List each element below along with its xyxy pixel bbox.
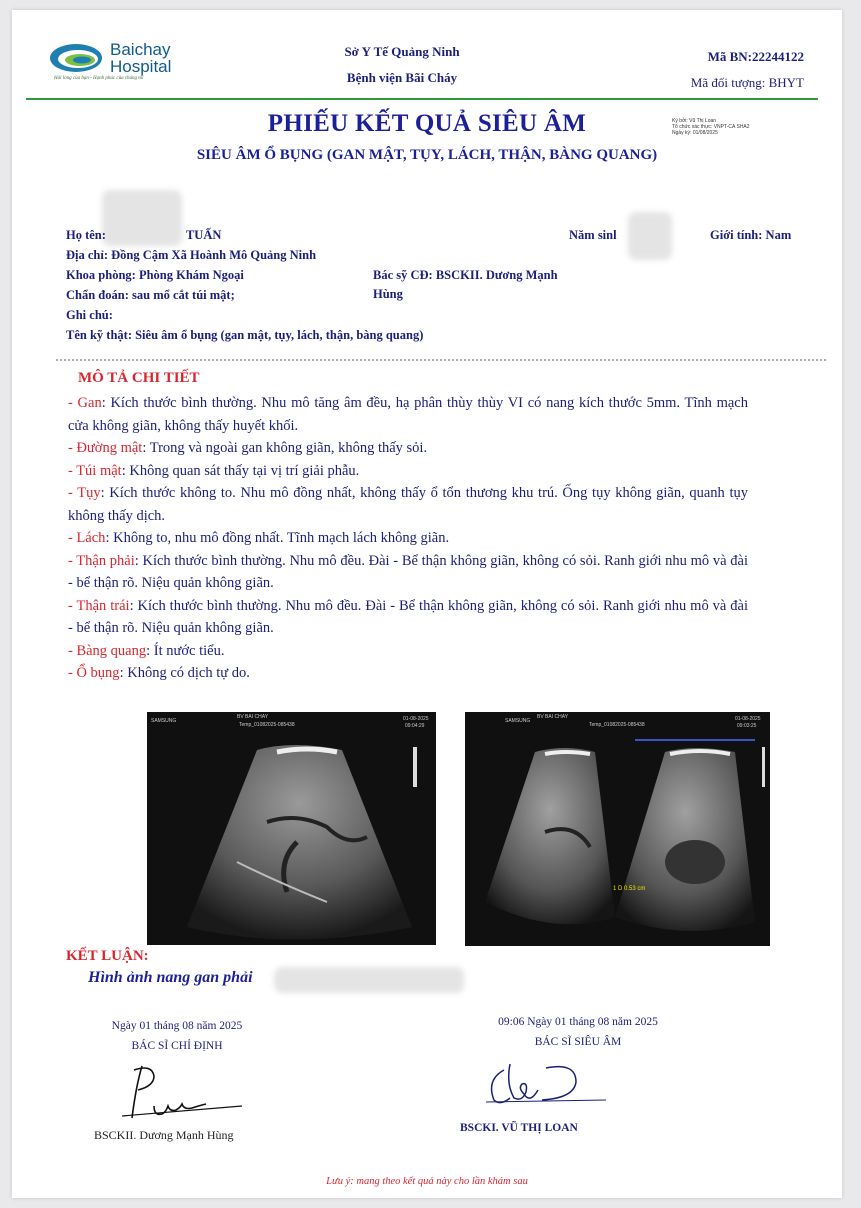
detail-item-pancreas: - Tụy: Kích thước không to. Nhu mô đồng nhất, không thấy ổ tổn thương khu trú. Ống tụy không giãn, quanh tụy không thấy dịch. — [68, 485, 748, 524]
ultrasound-report-page — [12, 10, 842, 1198]
report-title: PHIẾU KẾT QUẢ SIÊU ÂM — [267, 110, 587, 137]
ultrasound-image-left — [147, 712, 436, 945]
signature-note-line: Tổ chức xác thực: VNPT-CA SHA2 — [672, 124, 750, 130]
referring-doctor: Bác sỹ CĐ: BSCKII. Dương Mạnh — [373, 268, 558, 282]
image-file-label: Temp_01082025-085438 — [589, 722, 645, 728]
detail-item-right-kidney: - Thận phải: Kích thước bình thường. Nhu mô đều. Đài - Bể thận không giãn, không có sỏi. Ranh giới nhu mô và đài - bể thận rõ. Niệu quản không giãn. — [68, 552, 748, 591]
name-label: Họ tên: — [66, 228, 106, 242]
gender: Giới tính: Nam — [710, 228, 792, 242]
redaction-blur — [628, 212, 672, 260]
referring-date: Ngày 01 tháng 08 năm 2025 — [111, 1020, 243, 1032]
ultrasound-scan-left-icon — [147, 712, 436, 945]
sonographer-date: 09:06 Ngày 01 tháng 08 năm 2025 — [498, 1016, 658, 1028]
referring-doctor-cont: Hùng — [373, 287, 403, 301]
image-date-label: 01-08-2025 — [735, 716, 761, 722]
footer-note: Lưu ý: mang theo kết quả này cho lần khám sau — [326, 1176, 528, 1187]
sonographer-role: BÁC SĨ SIÊU ÂM — [534, 1036, 622, 1048]
birth-year-label: Năm sinl — [569, 228, 617, 242]
logo-tagline: Hài lòng của bạn - Hạnh phúc của chúng tôi — [54, 76, 144, 81]
header-divider — [26, 98, 818, 100]
image-time-label: 09:03:25 — [737, 723, 757, 729]
address: Địa chỉ: Đồng Cậm Xã Hoành Mô Quảng Ninh — [66, 248, 317, 262]
image-time-label: 09:04:29 — [405, 723, 425, 729]
department-name: Sở Y Tế Quảng Ninh — [344, 44, 460, 59]
technique: Tên kỹ thật: Siêu âm ổ bụng (gan mật, tụy, lách, thận, bàng quang) — [66, 328, 424, 342]
diagnosis: Chẩn đoán: sau mổ cắt túi mật; — [66, 288, 235, 302]
detail-item-abdomen: - Ổ bụng: Không có dịch tự do. — [68, 665, 250, 681]
sonographer-name: BSCKI. VŨ THỊ LOAN — [460, 1122, 578, 1134]
image-brand-label: SAMSUNG — [151, 718, 177, 724]
object-code: Mã đối tượng: BHYT — [690, 75, 804, 90]
ultrasound-image-right — [465, 712, 770, 946]
details-section-title: MÔ TẢ CHI TIẾT — [78, 370, 200, 386]
detail-item-gallbladder: - Túi mật: Không quan sát thấy tại vị trí giải phẫu. — [68, 462, 360, 479]
referring-role: BÁC SĨ CHỈ ĐỊNH — [131, 1040, 223, 1052]
logo-text-line1: Baichay — [110, 40, 171, 59]
image-file-label: Temp_01082025-085438 — [239, 722, 295, 728]
hospital-name: Bệnh viện Bãi Cháy — [346, 70, 458, 85]
logo-text-line2: Hospital — [110, 57, 172, 76]
conclusion-text: Hình ảnh nang gan phải — [88, 969, 253, 986]
signature-note-line: Ký bởi: Vũ Thị Loan — [672, 118, 717, 124]
measurement-label: 1 D 0.53 cm — [613, 886, 646, 892]
patient-name-label — [66, 228, 221, 243]
detail-item-bile-duct: - Đường mật: Trong và ngoài gan không giãn, không thấy sỏi. — [68, 440, 428, 456]
details-list — [68, 392, 748, 685]
conclusion-title: KẾT LUẬN: — [66, 948, 149, 964]
signature-note-line: Ngày ký: 01/08/2025 — [672, 130, 718, 136]
report-subtitle: SIÊU ÂM Ổ BỤNG (GAN MẬT, TỤY, LÁCH, THẬN, BÀNG QUANG) — [196, 147, 658, 163]
redaction-blur — [274, 967, 464, 993]
ultrasound-scan-right-icon — [465, 712, 770, 946]
patient-code: Mã BN:22244122 — [707, 49, 804, 64]
detail-item-left-kidney: - Thận trái: Kích thước bình thường. Nhu mô đều. Đài - Bể thận không giãn, không có sỏi. Ranh giới nhu mô và đài - bể thận rõ. Niệu quản không giãn. — [68, 597, 748, 636]
referring-doctor-name: BSCKII. Dương Mạnh Hùng — [94, 1128, 234, 1142]
referring-signature-icon — [112, 1058, 252, 1128]
image-date-label: 01-08-2025 — [403, 716, 429, 722]
dotted-divider — [56, 359, 826, 361]
sonographer-signature-icon — [476, 1056, 616, 1116]
patient-name: TUẤN — [185, 228, 222, 242]
image-site-label: BV BAI CHAY — [237, 714, 269, 720]
detail-item-liver: - Gan: Kích thước bình thường. Nhu mô tăng âm đều, hạ phân thùy thùy VI có nang kích thước 5mm. Tĩnh mạch cửa không giãn, không thấy huyết khối. — [68, 395, 748, 434]
detail-item-bladder: - Bàng quang: Ít nước tiểu. — [68, 642, 225, 659]
image-brand-label: SAMSUNG — [505, 718, 531, 724]
notes: Ghi chú: — [66, 308, 113, 322]
image-site-label: BV BAI CHAY — [537, 714, 569, 720]
detail-item-spleen: - Lách: Không to, nhu mô đồng nhất. Tĩnh mạch lách không giãn. — [68, 530, 450, 546]
ward: Khoa phòng: Phòng Khám Ngoại — [66, 268, 244, 282]
